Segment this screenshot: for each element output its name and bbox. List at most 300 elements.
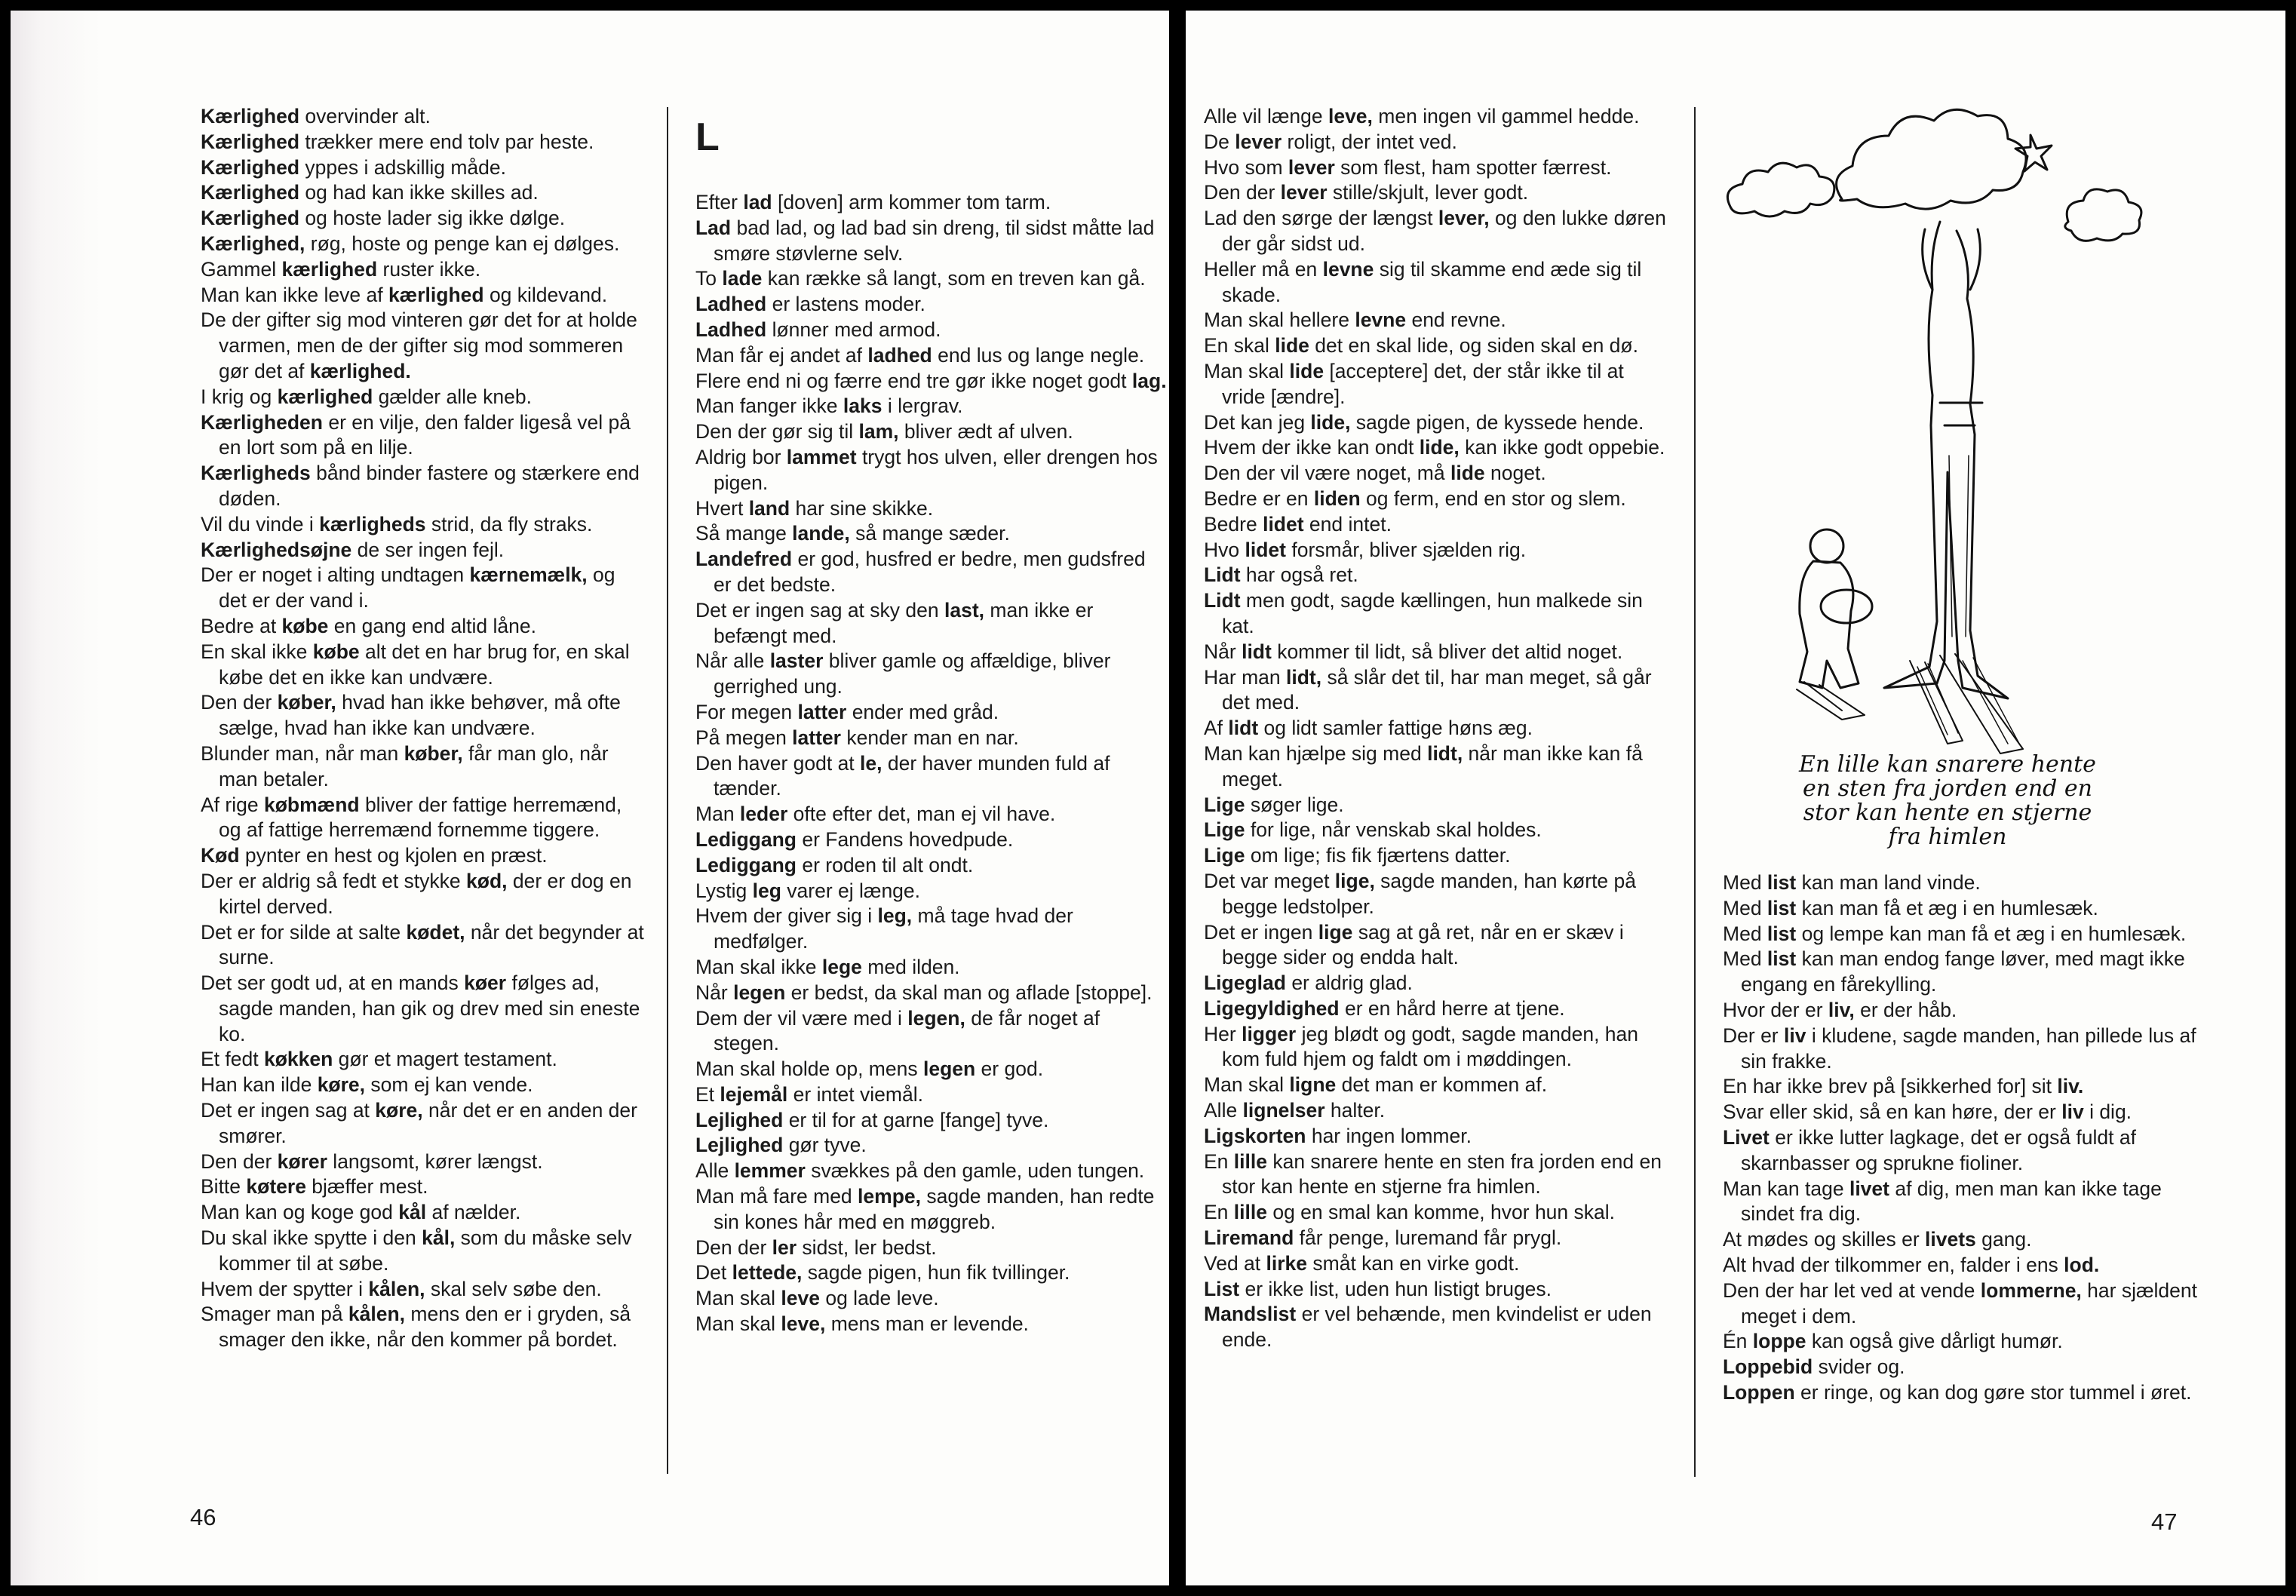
column-divider [667,107,668,1474]
keyword: lidet [1263,512,1304,536]
keyword: Ladhed [695,293,767,316]
entry-text: må tage hvad der medfølger. [714,904,1073,953]
keyword: lidt, [1427,741,1463,765]
right-page [1186,11,2285,1585]
proverb-entry [201,1073,647,1098]
entry-text: sig til skamme end æde sig til skade. [1222,257,1642,306]
proverb-entry [1204,486,1671,512]
proverb-entry [1204,461,1671,486]
entry-text: lønner med armod. [766,318,941,341]
proverb-entry [1204,435,1671,461]
proverb-entry [201,1149,647,1175]
keyword: kål, [422,1226,456,1250]
proverb-entry [1204,818,1671,843]
entry-text: Man skal [695,1312,781,1336]
entry-text: kan man få et æg i en humlesæk. [1796,896,2098,919]
proverb-entry [1204,1226,1671,1251]
keyword: Kærlighedsøjne [201,538,352,561]
entry-text: Der er noget i alting undtagen [201,563,470,587]
keyword: legen, [907,1006,965,1030]
entry-text: Den der [1204,181,1281,204]
proverb-entry [695,445,1168,496]
entry-text: jeg blødt og godt, sagde manden, han kom fuld hjem og faldt om i møddingen. [1222,1022,1639,1071]
keyword: livets [1925,1228,1976,1251]
proverb-entry [1723,1329,2198,1355]
keyword: Mandslist [1204,1303,1297,1326]
keyword: køtere [246,1175,306,1199]
entry-text: kan ikke godt oppebie. [1459,436,1665,459]
entry-text: er intet viemål. [787,1082,923,1106]
entry-text: Svar eller skid, så en kan høre, der er [1723,1100,2062,1124]
proverb-entry [201,1200,647,1226]
entry-text: Én [1723,1330,1753,1353]
entry-text: så mange sæder. [849,522,1010,545]
entry-text: sagde pigen, hun fik tvillinger. [802,1261,1070,1284]
proverb-entry [1723,1024,2198,1075]
keyword: Lediggang [695,853,797,876]
keyword: lammet [786,445,857,468]
entry-text: som flest, ham spotter færrest. [1334,155,1612,179]
keyword: latter [797,700,847,723]
keyword: Loppebid [1723,1355,1813,1379]
entry-text: kan snarere hente en sten fra jorden end en stor kan hente en stjerne fra himlen. [1222,1149,1662,1199]
keyword: Kød [201,844,240,867]
entry-text: Bitte [201,1175,247,1199]
entry-text: Alle [1204,1099,1243,1122]
proverb-entry [1204,512,1671,538]
keyword: latter [792,726,841,749]
keyword: Kærlighed [201,181,300,204]
keyword: lide [1450,462,1485,485]
entry-text: Bedre at [201,614,282,637]
column-divider [1694,107,1696,1477]
entry-text: er vel behænde, men kvindelist er uden ende. [1222,1303,1652,1352]
keyword: lide, [1310,410,1351,434]
keyword: Kærlighed [201,207,300,230]
keyword: lemmer [734,1159,806,1183]
keyword: kød, [466,869,508,892]
proverb-entry [1204,920,1671,971]
entry-text: Det [695,1261,732,1284]
entry-text: Vil du vinde i [201,512,320,536]
proverb-entry [1204,640,1671,665]
proverb-entry [695,1159,1168,1184]
tall-figure [1884,222,2008,698]
entry-text: Efter [695,191,744,213]
proverb-entry [695,700,1168,726]
star-icon [2015,135,2052,171]
keyword: leve [781,1287,820,1310]
proverb-entry [1723,947,2198,998]
entry-text: småt kan en virke godt. [1307,1251,1520,1275]
keyword: Kærligheden [201,410,323,434]
entry-text: Du skal ikke spytte i den [201,1226,422,1250]
proverb-entry [1204,996,1671,1022]
proverb-entry [1723,1074,2198,1100]
keyword: leve, [1328,105,1373,127]
keyword: lade [722,267,763,290]
proverb-entry [201,563,647,614]
keyword: købe [312,640,360,663]
entry-text: Alle vil længe [1204,105,1328,127]
keyword: levne [1322,257,1374,281]
entry-text: Alle [695,1159,735,1183]
keyword: lidt [1228,717,1259,740]
keyword: lide, [1419,436,1460,459]
keyword: liv [2061,1100,2084,1124]
entry-text: alt det en har brug for, en skal købe det en ikke kan undvære. [219,640,630,689]
entry-text: Det er ingen sag at sky den [695,598,944,622]
entry-text: det man er kommen af. [1336,1073,1548,1097]
proverb-entry [695,827,1168,853]
entry-text: i dig. [2083,1100,2132,1124]
proverb-entry [201,971,647,1047]
entry-text: for lige, når venskab skal holdes. [1245,818,1542,842]
entry-text: Man fanger ikke [695,394,843,418]
proverb-entry [1723,1177,2198,1228]
entry-text: der haver munden fuld af tænder. [714,751,1110,800]
entry-text: Når [1204,640,1242,663]
proverb-entry [1723,896,2198,922]
keyword: liv, [1828,998,1855,1021]
entry-text: Det ser godt ud, at en mands [201,971,465,995]
entry-text: Man skal ikke [695,955,822,978]
entry-text: bliver der fattige herremænd, og af fattige herremænd fornemme tiggere. [219,793,622,842]
entry-text: og ferm, end en stor og slem. [1360,486,1626,510]
entry-text: og had kan ikke skilles ad. [299,181,539,204]
entry-text: er bedst, da skal man og aflade [stoppe]. [785,981,1153,1004]
proverb-entry [201,1302,647,1353]
entry-text: Dem der vil være med i [695,1006,908,1030]
entry-text: Har man [1204,665,1286,689]
entry-text: Man skal [695,1287,781,1310]
keyword: lignelser [1242,1099,1325,1122]
entry-text: trygt hos ulven, eller drengen hos pigen. [714,445,1158,494]
entry-text: Flere end ni og færre end tre gør ikke noget godt [695,369,1132,392]
entry-text: de ser ingen fejl. [351,538,505,561]
proverb-entry [1204,869,1671,920]
keyword: Ligeglad [1204,971,1286,995]
entry-text: Med [1723,871,1767,894]
entry-text: roligt, der intet ved. [1282,130,1457,153]
keyword: liv. [2057,1075,2084,1098]
entry-text: svækkes på den gamle, uden tungen. [805,1159,1145,1183]
proverb-entry [1204,665,1671,717]
keyword: lever, [1438,207,1490,230]
proverb-entry [1204,359,1671,410]
keyword: leg [752,879,781,902]
keyword: kålen, [368,1277,425,1300]
entry-text: Den der gør sig til [695,420,859,444]
entry-text: Den der vil være noget, må [1204,462,1450,485]
keyword: lande, [792,522,850,545]
keyword: kål [398,1201,427,1224]
entry-text: har også ret. [1240,563,1358,587]
entry-text: Af rige [201,793,264,816]
proverb-entry [695,369,1168,394]
proverb-entry [1204,206,1671,257]
keyword: Kærligheds [201,462,311,485]
entry-text: Man kan tage [1723,1177,1849,1200]
entry-text: kender man en nar. [840,726,1019,749]
entry-text: er en hård herre at tjene. [1339,996,1565,1020]
keyword: legen [733,981,786,1004]
entry-text: følges ad, sagde manden, han gik og drev med sin eneste ko. [219,971,640,1045]
page-number: 46 [190,1504,216,1530]
entry-text: gør tyve. [783,1134,867,1157]
proverb-entry [1204,130,1671,155]
entry-text: En [1204,1201,1234,1224]
entry-text: pynter en hest og kjolen en præst. [239,844,548,867]
entry-text: som ej kan vende. [365,1073,533,1097]
entry-text: Bedre er en [1204,486,1314,510]
keyword: Ladhed [695,318,767,341]
entry-text: mens man er levende. [825,1312,1029,1336]
entry-text: når man ikke kan få meget. [1222,741,1643,790]
entry-text: Det var meget [1204,869,1335,892]
proverb-entry [1723,1100,2198,1125]
proverb-entry [1204,1098,1671,1124]
entry-text: Så mange [695,522,793,545]
entry-text: søger lige. [1245,793,1344,816]
keyword: Lige [1204,844,1245,867]
entry-text: hvad han ikke behøver, må ofte sælge, hvad han ikke kan undvære. [219,691,621,740]
keyword: le, [860,751,882,775]
entry-text: noget. [1484,462,1546,485]
keyword: køer [464,971,507,995]
caption-line: en sten fra jorden end en [1803,775,2092,802]
proverb-entry [201,155,647,181]
entry-text: At mødes og skilles er [1723,1228,1926,1251]
keyword: lege [821,955,862,978]
keyword: list [1767,896,1797,919]
entry-text: bjæffer mest. [305,1175,428,1199]
proverb-entry [1204,155,1671,181]
proverb-entry [201,180,647,206]
entry-text: er til for at garne [fange] tyve. [783,1108,1049,1131]
entry-text: Med [1723,896,1767,919]
entry-text: er Fandens hovedpude. [796,827,1014,851]
keyword: liden [1313,486,1361,510]
proverb-entry [1723,1380,2198,1406]
entry-text: Man kan hjælpe sig med [1204,741,1428,765]
keyword: lide [1289,359,1324,382]
keyword: list [1767,947,1797,971]
entry-text: Hvor der er [1723,998,1828,1021]
entry-text: mens den er i gryden, så smager den ikke, når den kommer på bordet. [219,1303,631,1352]
entry-text: Hvem der giver sig i [695,904,878,928]
keyword: levne [1355,308,1407,332]
entry-text: Hvo som [1204,155,1288,179]
proverb-entry [695,1312,1168,1337]
entry-text: Det er ingen sag at [201,1099,376,1122]
entry-text: Man skal hellere [1204,308,1355,332]
entry-text: Den haver godt at [695,751,861,775]
keyword: Lediggang [695,827,797,851]
entry-text: som du måske selv kommer til at søbe. [219,1226,632,1275]
keyword: lide [1275,334,1309,358]
entry-text: er roden til alt ondt. [796,853,974,876]
entry-text: gør et magert testament. [333,1048,557,1071]
left-page-column-1 [201,104,647,1353]
entry-text: Den der har let ved at vende [1723,1278,1981,1302]
proverb-entry [1204,1149,1671,1201]
entry-text: og lidt samler fattige høns æg. [1258,717,1533,740]
entry-text: Aldrig bor [695,445,787,468]
proverb-entry [695,598,1168,649]
entry-text: røg, hoste og penge kan ej dølges. [305,232,620,255]
small-figure-head [1810,529,1843,563]
proverb-entry [1204,716,1671,741]
keyword: lod. [2064,1253,2100,1276]
keyword: køkken [263,1048,333,1071]
entry-text: forsmår, bliver sjælden rig. [1285,538,1527,561]
entry-text: Lad den sørge der længst [1204,207,1438,230]
proverb-entry [201,232,647,257]
entry-text: af nælder. [426,1201,521,1224]
entry-text: ender med gråd. [846,700,999,723]
proverb-entry [1723,1253,2198,1278]
keyword: loppe [1752,1330,1806,1353]
entry-text: Hvert [695,496,749,520]
proverb-entry [1723,870,2198,896]
entry-text: Blunder man, når man [201,741,404,765]
entry-text: i lergrav. [882,394,963,418]
entry-text: og lade leve. [819,1287,939,1310]
entry-text: når det begynder at surne. [219,920,644,969]
proverb-entry [695,521,1168,547]
keyword: lille [1233,1149,1267,1173]
proverb-entry [201,843,647,869]
entry-text: Man får ej andet af [695,343,868,367]
proverb-entry [695,216,1168,267]
entry-text: Med [1723,947,1767,971]
entry-text: Der er [1723,1024,1784,1047]
proverb-entry [1723,1227,2198,1253]
proverb-entry [695,343,1168,369]
keyword: kærligheds [319,512,426,536]
entry-text: En skal [1204,334,1275,358]
keyword: Lige [1204,818,1245,842]
entry-text: er ikke lutter lagkage, det er også fuldt af skarnbasser og sprukne fioliner. [1741,1125,2136,1174]
keyword: last, [944,598,985,622]
proverb-entry [1204,1124,1671,1149]
entry-text: bad lad, og lad bad sin dreng, til sidst måtte lad smøre støvlerne selv. [714,216,1155,265]
proverb-entry [201,206,647,232]
entry-text: Man må fare med [695,1185,858,1208]
proverb-entry [695,292,1168,318]
proverb-entry [1723,922,2198,947]
keyword: Lidt [1204,563,1241,587]
entry-text: halter. [1324,1099,1386,1122]
entry-text: strid, da fly straks. [425,512,593,536]
entry-text: sagde manden, han redte sin kones hår med en møggreb. [714,1185,1155,1233]
entry-text: En [1204,1149,1234,1173]
entry-text: det en skal lide, og siden skal en dø. [1309,334,1638,358]
proverb-entry [695,802,1168,827]
proverb-entry [695,496,1168,522]
keyword: lidt [1242,640,1272,663]
proverb-entry [695,853,1168,879]
proverb-entry [201,1277,647,1303]
entry-text: De [1204,130,1235,153]
entry-text: en gang end altid låne. [328,614,536,637]
entry-text: kan også give dårligt humør. [1806,1330,2063,1353]
entry-text: Af [1204,717,1229,740]
proverb-entry [695,1260,1168,1286]
caption-line: fra himlen [1888,824,2007,850]
proverb-entry [695,649,1168,700]
keyword: lidet [1245,538,1286,561]
right-page-column-1 [1204,104,1671,1353]
entry-text: Lystig [695,879,753,902]
entry-text: sag at gå ret, når en er skæv i begge sider og endda halt. [1222,920,1624,969]
proverb-entry [201,614,647,640]
proverb-entry [695,1108,1168,1134]
entry-text: om lige; fis fik fjærtens datter. [1245,844,1511,867]
entry-text: når det er en anden der smører. [219,1099,637,1147]
proverb-entry [695,955,1168,981]
entry-text: langsomt, kører længst. [327,1149,543,1173]
keyword: Ligskorten [1204,1124,1306,1147]
entry-text: Et [695,1082,720,1106]
proverb-entry [1204,410,1671,436]
proverb-entry [1723,1355,2198,1380]
entry-text: Den der [201,691,278,714]
proverb-entry [201,512,647,538]
entry-text: En har ikke brev på [sikkerhed for] sit [1723,1075,2058,1098]
keyword: list [1767,922,1797,945]
keyword: Kærlighed [201,130,300,153]
left-page [11,11,1169,1585]
keyword: lommerne, [1980,1278,2082,1302]
proverb-entry [1204,1022,1671,1073]
entry-text: [acceptere] det, der står ikke til at vride [ændre]. [1222,359,1624,408]
entry-text: der er dog en kirtel derved. [219,869,632,918]
keyword: leg, [877,904,913,928]
entry-text: Heller må en [1204,257,1323,281]
proverb-entry [1204,588,1671,640]
keyword: køre, [375,1099,423,1122]
entry-text: bliver gamle og affældige, bliver gerrighed ung. [714,649,1111,698]
proverb-entry [201,869,647,920]
entry-text: og det er der vand i. [219,563,615,612]
proverb-entry [1204,333,1671,359]
entry-text: er god, husfred er bedre, men gudsfred er det bedste. [714,548,1146,596]
entry-text: Man skal holde op, mens [695,1057,923,1081]
entry-text: end lus og lange negle. [932,343,1145,367]
keyword: køber, [277,691,336,714]
keyword: lige, [1334,869,1375,892]
entry-text: ofte efter det, man ej vil have. [787,803,1056,826]
entry-text: bliver ædt af ulven. [898,420,1073,444]
proverb-entry [1204,843,1671,869]
entry-text: og kildevand. [483,283,608,306]
entry-text: har sine skikke. [790,496,934,520]
proverb-entry [201,130,647,155]
keyword: Lige [1204,793,1245,816]
keyword: Lidt [1204,589,1241,612]
proverb-entry [695,1235,1168,1261]
keyword: ladhed [867,343,932,367]
stone [1821,590,1872,623]
proverb-entry [201,1047,647,1073]
entry-text: To [695,267,723,290]
proverb-entry [695,394,1168,419]
entry-text: Det er ingen [1204,920,1318,944]
keyword: ler [772,1235,797,1259]
entry-text: En skal ikke [201,640,313,663]
